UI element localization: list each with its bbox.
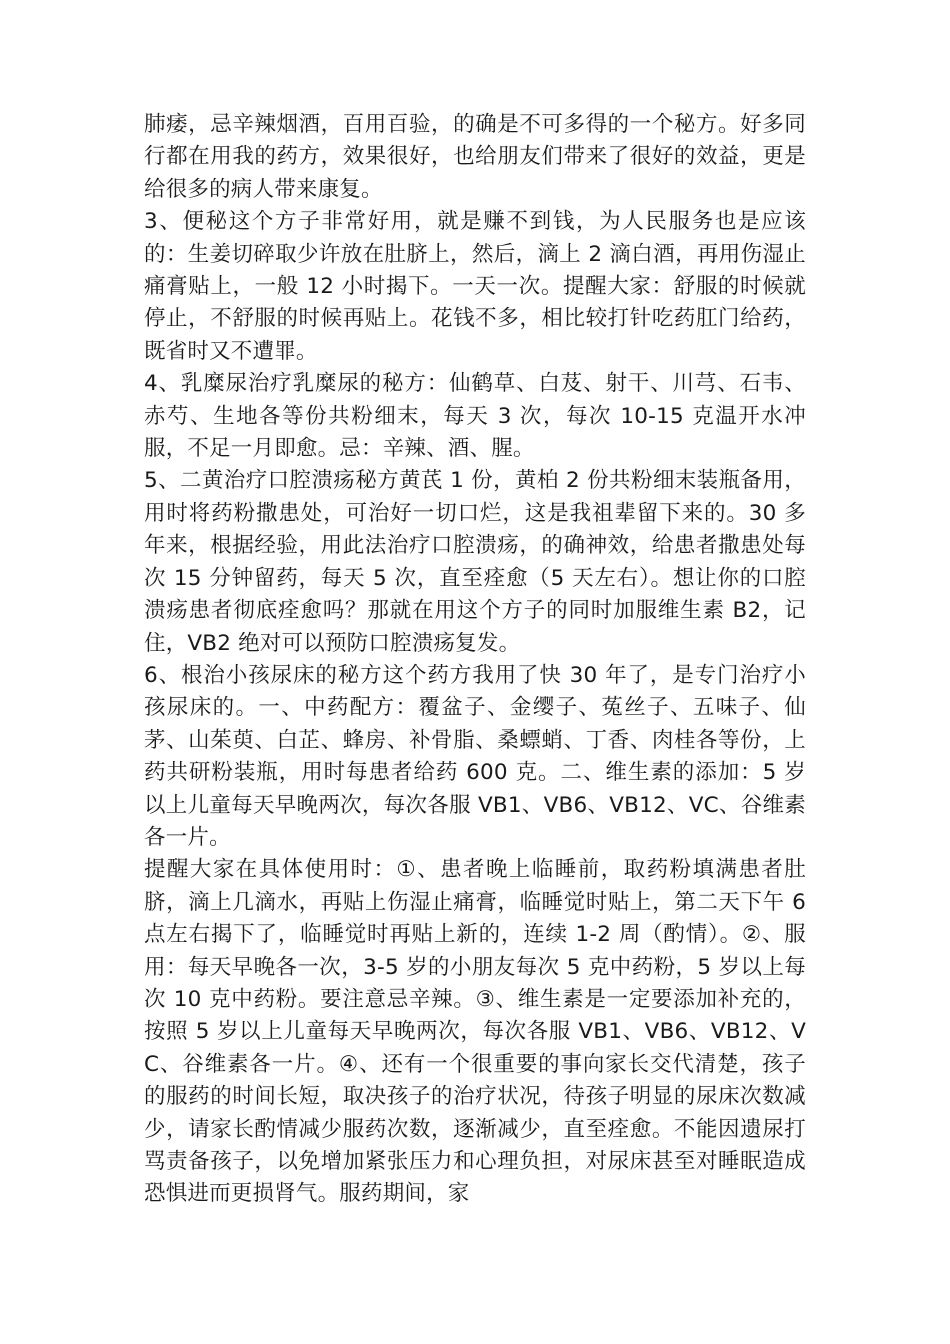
paragraph-mouth-ulcer-remedy: 5、二黄治疗口腔溃疡秘方黄芪 1 份，黄柏 2 份共粉细末装瓶备用，用时将药粉撒患处，可治好一切口烂，这是我祖辈留下来的。30 多年来，根据经验，用此法治疗口腔溃疡，的确神效，给患者撒患处每次 15 分钟留药，每天 5 次，直至痊愈（5 天左右）。想让你的口腔溃疡患者彻底痊愈吗？那就在用这个方子的同时加服维生素 B2，记住，VB2 绝对可以预防口腔溃疡复发。 [144,468,806,656]
paragraph-continuation: 肺痿，忌辛辣烟酒，百用百验，的确是不可多得的一个秘方。好多同行都在用我的药方，效果很好，也给朋友们带来了很好的效益，更是给很多的病人带来康复。 [144,112,806,202]
paragraph-constipation-remedy: 3、便秘这个方子非常好用，就是赚不到钱，为人民服务也是应该的：生姜切碎取少许放在肚脐上，然后，滴上 2 滴白酒，再用伤湿止痛膏贴上，一般 12 小时揭下。一天一次。提醒大家：舒服的时候就停止，不舒服的时候再贴上。花钱不多，相比较打针吃药肛门给药，既省时又不遭罪。 [144,209,806,364]
document-page [144,109,806,1211]
paragraph-usage-reminder: 提醒大家在具体使用时：①、患者晚上临睡前，取药粉填满患者肚脐，滴上几滴水，再贴上伤湿止痛膏，临睡觉时贴上，第二天下午 6 点左右揭下了，临睡觉时再贴上新的，连续 1-2 周（酌情）。②、服用：每天早晚各一次，3-5 岁的小朋友每次 5 克中药粉，5 岁以上每次 10 克中药粉。要注意忌辛辣。③、维生素是一定要添加补充的，按照 5 岁以上儿童每天早晚两次，每次各服 VB1、VB6、VB12、VC、谷维素各一片。④、还有一个很重要的事向家长交代清楚，孩子的服药的时间长短，取决孩子的治疗状况，待孩子明显的尿床次数减少，请家长酌情减少服药次数，逐渐减少，直至痊愈。不能因遗尿打骂责备孩子，以免增加紧张压力和心理负担，对尿床甚至对睡眠造成恐惧进而更损肾气。服药期间，家 [144,857,806,1207]
paragraph-bedwetting-remedy: 6、根治小孩尿床的秘方这个药方我用了快 30 年了，是专门治疗小孩尿床的。一、中药配方：覆盆子、金缨子、菟丝子、五味子、仙茅、山茱萸、白芷、蜂房、补骨脂、桑螵蛸、丁香、肉桂各等份，上药共研粉装瓶，用时每患者给药 600 克。二、维生素的添加：5 岁以上儿童每天早晚两次，每次各服 VB1、VB6、VB12、VC、谷维素各一片。 [144,662,806,850]
paragraph-chyluria-remedy: 4、乳糜尿治疗乳糜尿的秘方：仙鹤草、白芨、射干、川芎、石韦、赤芍、生地各等份共粉细末，每天 3 次，每次 10-15 克温开水冲服，不足一月即愈。忌：辛辣、酒、腥。 [144,371,806,462]
